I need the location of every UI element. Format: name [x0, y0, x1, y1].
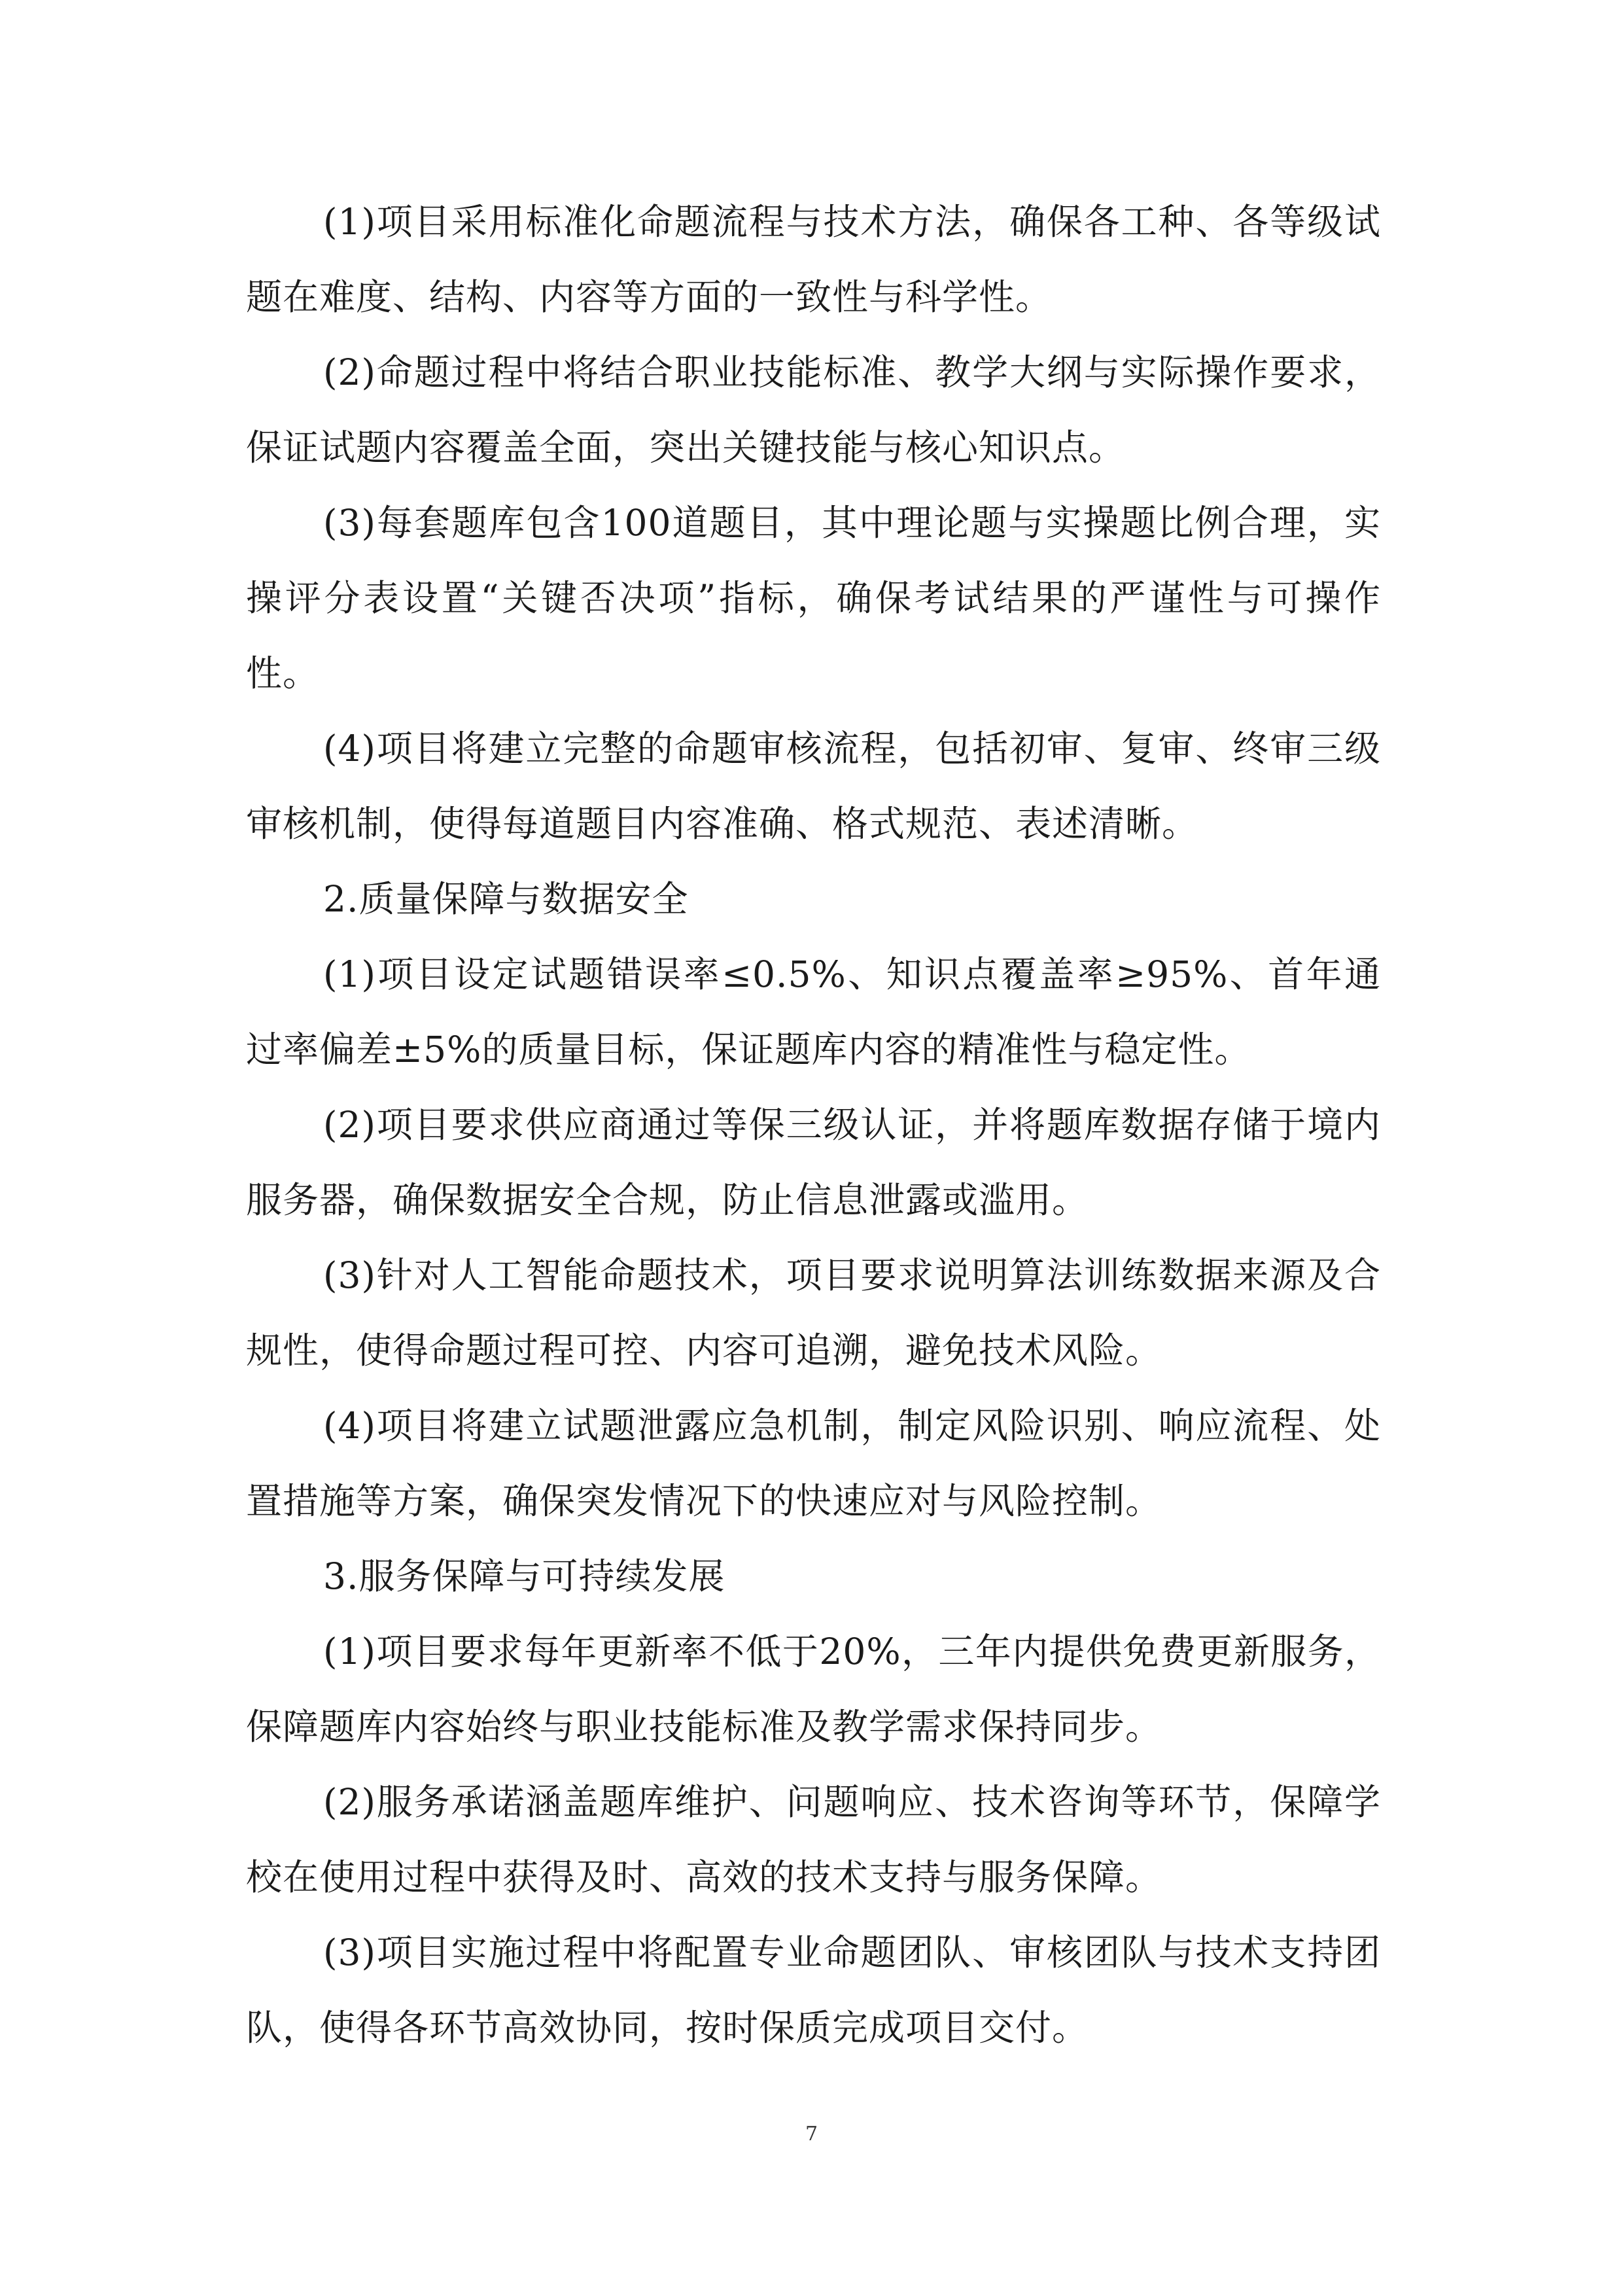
paragraph-2-3: (3)针对人工智能命题技术，项目要求说明算法训练数据来源及合规性，使得命题过程可控、内容可追溯，避免技术风险。: [246, 1254, 1381, 1371]
section-heading-service: 3.服务保障与可持续发展: [323, 1555, 725, 1597]
paragraph-3-1: (1)项目要求每年更新率不低于20%，三年内提供免费更新服务，保障题库内容始终与职业技能标准及教学需求保持同步。: [246, 1631, 1381, 1748]
document-body: [246, 185, 1381, 2066]
page-number: 7: [805, 2123, 818, 2146]
paragraph-2-1: (1)项目设定试题错误率≤0.5%、知识点覆盖率≥95%、首年通过率偏差±5%的质量目标，保证题库内容的精准性与稳定性。: [246, 953, 1381, 1070]
paragraph-1-4: (4)项目将建立完整的命题审核流程，包括初审、复审、终审三级审核机制，使得每道题目内容准确、格式规范、表述清晰。: [246, 728, 1381, 845]
paragraph-2-2: (2)项目要求供应商通过等保三级认证，并将题库数据存储于境内服务器，确保数据安全合规，防止信息泄露或滥用。: [246, 1104, 1381, 1221]
section-heading-quality: 2.质量保障与数据安全: [323, 878, 689, 920]
paragraph-1-1: (1)项目采用标准化命题流程与技术方法，确保各工种、各等级试题在难度、结构、内容等方面的一致性与科学性。: [246, 201, 1381, 318]
paragraph-1-2: (2)命题过程中将结合职业技能标准、教学大纲与实际操作要求，保证试题内容覆盖全面，突出关键技能与核心知识点。: [246, 351, 1381, 468]
paragraph-2-4: (4)项目将建立试题泄露应急机制，制定风险识别、响应流程、处置措施等方案，确保突发情况下的快速应对与风险控制。: [246, 1405, 1381, 1522]
paragraph-1-3: (3)每套题库包含100道题目，其中理论题与实操题比例合理，实操评分表设置“关键否决项”指标，确保考试结果的严谨性与可操作性。: [246, 502, 1381, 694]
paragraph-3-2: (2)服务承诺涵盖题库维护、问题响应、技术咨询等环节，保障学校在使用过程中获得及时、高效的技术支持与服务保障。: [246, 1781, 1381, 1898]
paragraph-3-3: (3)项目实施过程中将配置专业命题团队、审核团队与技术支持团队，使得各环节高效协同，按时保质完成项目交付。: [246, 1932, 1381, 2049]
